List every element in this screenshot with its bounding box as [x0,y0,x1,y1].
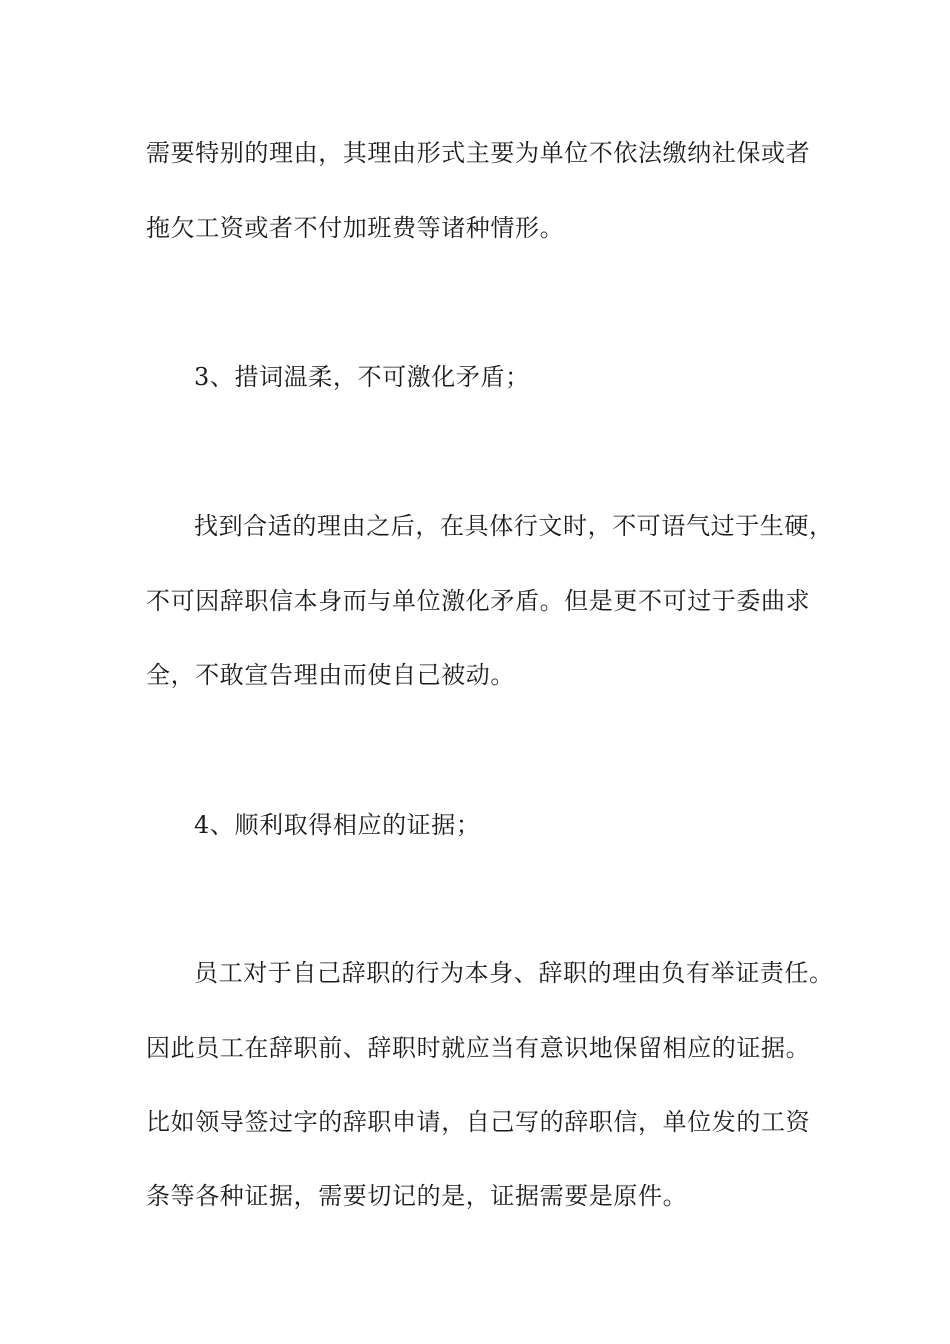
paragraph-4-line-2: 因此员工在辞职前、辞职时就应当有意识地保留相应的证据。 [146,1034,811,1062]
paragraph-3-line-3: 全，不敢宣告理由而使自己被动。 [146,661,515,689]
paragraph-continuation-line-2: 拖欠工资或者不付加班费等诸种情形。 [146,214,565,242]
paragraph-4-line-4: 条等各种证据，需要切记的是，证据需要是原件。 [146,1182,688,1210]
paragraph-3-line-1: 找到合适的理由之后，在具体行文时，不可语气过于生硬， [194,512,834,540]
section-heading-4: 4、顺利取得相应的证据； [194,811,481,839]
section-heading-3: 3、措词温柔，不可激化矛盾； [194,363,530,391]
paragraph-4-line-3: 比如领导签过字的辞职申请，自己写的辞职信，单位发的工资 [146,1108,811,1136]
paragraph-4-line-1: 员工对于自己辞职的行为本身、辞职的理由负有举证责任。 [194,959,834,987]
paragraph-continuation-line-1: 需要特别的理由，其理由形式主要为单位不依法缴纳社保或者 [146,139,811,167]
paragraph-3-line-2: 不可因辞职信本身而与单位激化矛盾。但是更不可过于委曲求 [146,587,811,615]
